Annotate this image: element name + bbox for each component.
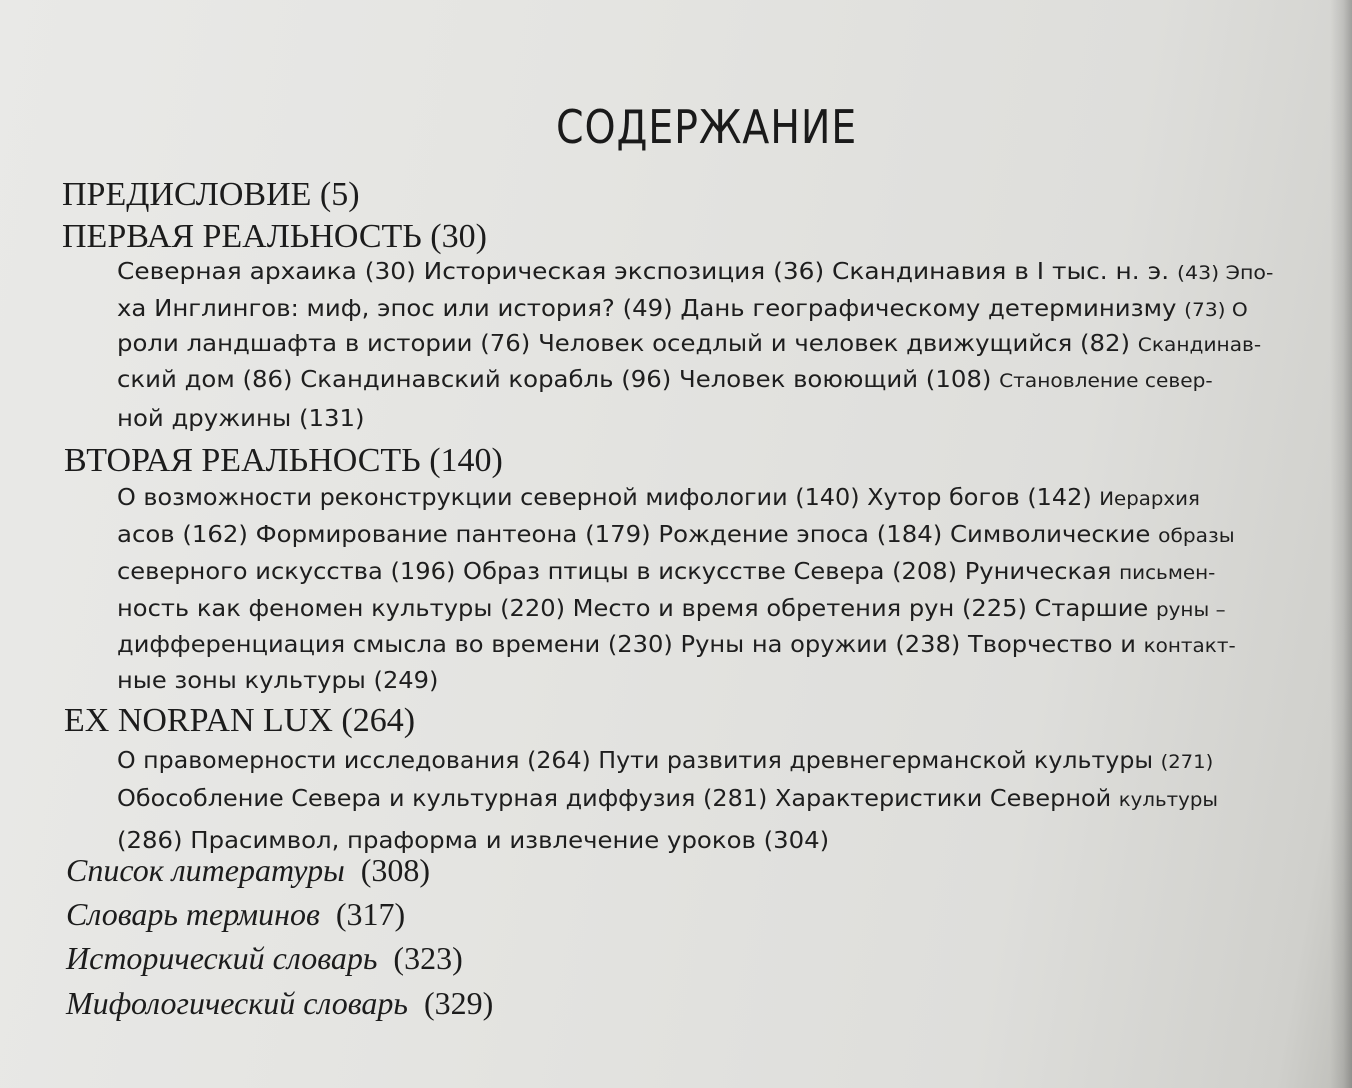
toc-part2-line: дифференциация смысла во времени (230) Руны на оружии (238) Творчество и контакт- [117,632,1236,658]
toc-appendix-glossary: Словарь терминов (317) [66,896,406,932]
toc-appendix-mythological-dictionary: Мифологический словарь (329) [66,985,494,1021]
page-title: СОДЕРЖАНИЕ [556,100,858,154]
toc-part1-line: ский дом (86) Скандинавский корабль (96) Человек воюющий (108) Становление север- [117,367,1213,393]
toc-preface: ПРЕДИСЛОВИЕ (5) [62,176,360,213]
toc-part1-heading: ПЕРВАЯ РЕАЛЬНОСТЬ (30) [62,218,487,255]
toc-appendix-historical-dictionary: Исторический словарь (323) [66,940,463,976]
toc-part2-line: ность как феномен культуры (220) Место и время обретения рун (225) Старшие руны – [117,596,1226,622]
toc-part2-line: ные зоны культуры (249) [117,668,439,694]
toc-appendix-bibliography: Список литературы (308) [66,852,431,888]
toc-part3-line: (286) Прасимвол, праформа и извлечение уроков (304) [117,828,830,854]
toc-part3-line: Обособление Севера и культурная диффузия (281) Характеристики Северной культуры [117,786,1219,812]
toc-part2-line: О возможности реконструкции северной мифологии (140) Хутор богов (142) Иерархия [117,485,1200,511]
toc-part1-line: Северная архаика (30) Историческая экспозиция (36) Скандинавия в I тыс. н. э. (43) Эпо- [117,259,1274,285]
toc-part1-line: ной дружины (131) [117,406,365,432]
toc-part2-line: асов (162) Формирование пантеона (179) Рождение эпоса (184) Символические образы [117,522,1235,548]
toc-part1-line: роли ландшафта в истории (76) Человек оседлый и человек движущийся (82) Скандинав- [117,331,1262,357]
toc-part1-line: ха Инглингов: миф, эпос или история? (49) Дань географическому детерминизму (73) О [117,296,1248,322]
toc-part2-line: северного искусства (196) Образ птицы в искусстве Севера (208) Руническая письмен- [117,559,1216,585]
toc-part2-heading: ВТОРАЯ РЕАЛЬНОСТЬ (140) [64,442,503,479]
toc-part3-line: О правомерности исследования (264) Пути развития древнегерманской культуры (271) [117,748,1214,774]
toc-part3-heading: EX NORPAN LUX (264) [64,702,416,739]
page-edge-shadow [1330,0,1352,1088]
